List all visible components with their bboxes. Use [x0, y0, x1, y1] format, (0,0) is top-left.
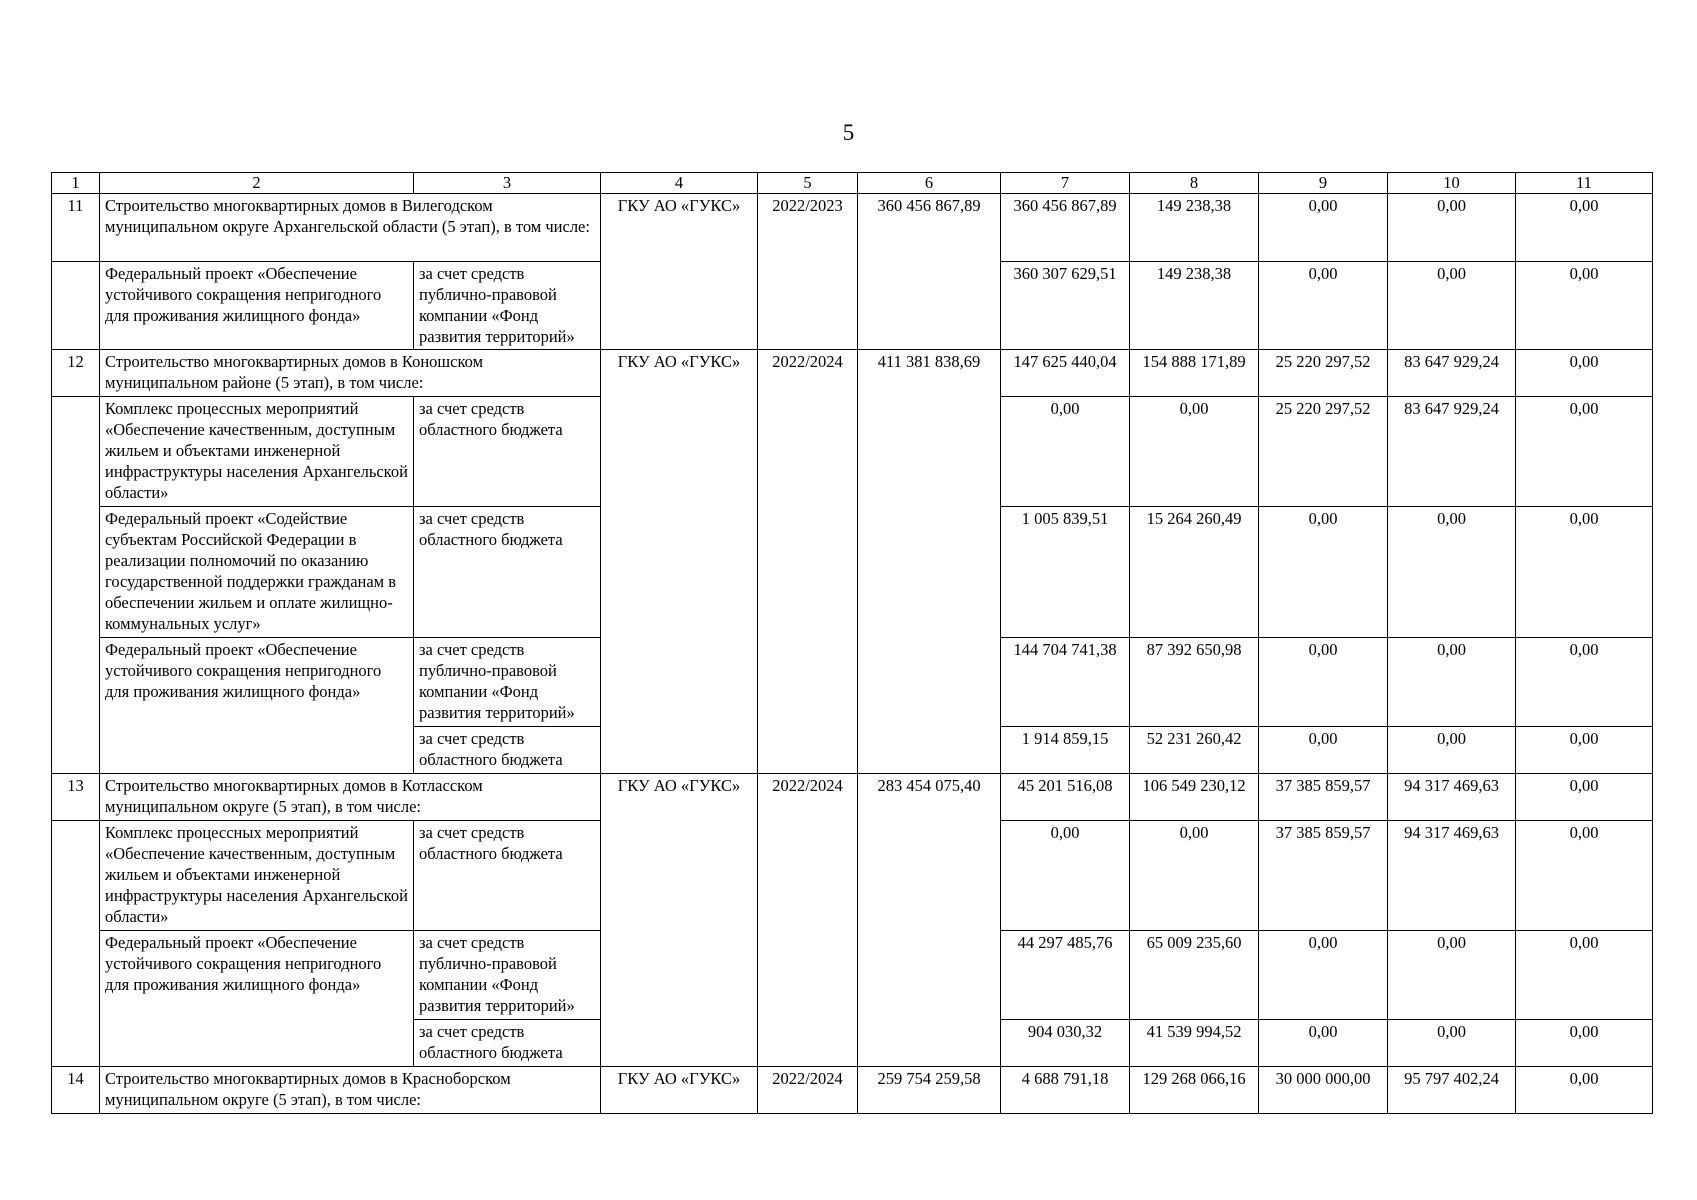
value-col7: 1 914 859,15: [1001, 727, 1130, 774]
column-header: 3: [414, 173, 601, 194]
column-header: 7: [1001, 173, 1130, 194]
total-cost: 411 381 838,69: [858, 350, 1001, 774]
value-col9: 0,00: [1259, 262, 1388, 350]
item-title: Строительство многоквартирных домов в Вилегодском муниципальном округе Архангельской области (5 этап), в том числе:: [100, 194, 601, 262]
item-row: [52, 350, 1653, 397]
project-name: Федеральный проект «Содействие субъектам Российской Федерации в реализации полномочий по оказанию государственной поддержки гражданам в обеспечении жильем и оплате жилищно-коммунальных услуг»: [100, 507, 414, 638]
value-col10: 0,00: [1388, 931, 1516, 1020]
value-col10: 94 317 469,63: [1388, 821, 1516, 931]
item-title: Строительство многоквартирных домов в Коношском муниципальном районе (5 этап), в том числе:: [100, 350, 601, 397]
item-row: [52, 774, 1653, 821]
value-col10: 94 317 469,63: [1388, 774, 1516, 821]
value-col7: 144 704 741,38: [1001, 638, 1130, 727]
value-col8: 106 549 230,12: [1130, 774, 1259, 821]
value-col10: 0,00: [1388, 262, 1516, 350]
value-col11: 0,00: [1516, 194, 1653, 262]
value-col8: 149 238,38: [1130, 194, 1259, 262]
value-col8: 52 231 260,42: [1130, 727, 1259, 774]
project-name: Комплекс процессных мероприятий «Обеспечение качественным, доступным жильем и объектами инженерной инфраструктуры населения Архангельской области»: [100, 397, 414, 507]
value-col11: 0,00: [1516, 727, 1653, 774]
value-col9: 0,00: [1259, 638, 1388, 727]
value-col10: 95 797 402,24: [1388, 1067, 1516, 1114]
value-col11: 0,00: [1516, 507, 1653, 638]
value-col11: 0,00: [1516, 397, 1653, 507]
value-col8: 65 009 235,60: [1130, 931, 1259, 1020]
value-col8: 129 268 066,16: [1130, 1067, 1259, 1114]
value-col11: 0,00: [1516, 774, 1653, 821]
value-col9: 0,00: [1259, 1020, 1388, 1067]
value-col9: 25 220 297,52: [1259, 350, 1388, 397]
value-col7: 147 625 440,04: [1001, 350, 1130, 397]
value-col9: 25 220 297,52: [1259, 397, 1388, 507]
column-header: 1: [52, 173, 100, 194]
column-header: 4: [601, 173, 758, 194]
funding-source: за счет средств областного бюджета: [414, 397, 601, 507]
value-col10: 83 647 929,24: [1388, 397, 1516, 507]
value-col8: 149 238,38: [1130, 262, 1259, 350]
column-header: 6: [858, 173, 1001, 194]
value-col11: 0,00: [1516, 931, 1653, 1020]
project-name: Федеральный проект «Обеспечение устойчивого сокращения непригодного для проживания жилищного фонда»: [100, 262, 414, 350]
page-number: 5: [842, 120, 855, 145]
executor: ГКУ АО «ГУКС»: [601, 194, 758, 350]
value-col10: 0,00: [1388, 194, 1516, 262]
value-col7: 0,00: [1001, 397, 1130, 507]
years: 2022/2023: [758, 194, 858, 350]
value-col11: 0,00: [1516, 1067, 1653, 1114]
executor: ГКУ АО «ГУКС»: [601, 774, 758, 1067]
project-name: Комплекс процессных мероприятий «Обеспечение качественным, доступным жильем и объектами инженерной инфраструктуры населения Архангельской области»: [100, 821, 414, 931]
funding-source: за счет средств областного бюджета: [414, 821, 601, 931]
years: 2022/2024: [758, 774, 858, 1067]
funding-source: за счет средств публично-правовой компании «Фонд развития территорий»: [414, 931, 601, 1020]
project-name: Федеральный проект «Обеспечение устойчивого сокращения непригодного для проживания жилищного фонда»: [100, 931, 414, 1067]
years: 2022/2024: [758, 1067, 858, 1114]
funding-source: за счет средств публично-правовой компании «Фонд развития территорий»: [414, 262, 601, 350]
column-header: 10: [1388, 173, 1516, 194]
column-header: 5: [758, 173, 858, 194]
item-number: 13: [52, 774, 100, 821]
value-col11: 0,00: [1516, 262, 1653, 350]
value-col7: 1 005 839,51: [1001, 507, 1130, 638]
value-col8: 87 392 650,98: [1130, 638, 1259, 727]
value-col8: 15 264 260,49: [1130, 507, 1259, 638]
years: 2022/2024: [758, 350, 858, 774]
total-cost: 283 454 075,40: [858, 774, 1001, 1067]
item-title: Строительство многоквартирных домов в Котласском муниципальном округе (5 этап), в том числе:: [100, 774, 601, 821]
value-col10: 83 647 929,24: [1388, 350, 1516, 397]
value-col8: 154 888 171,89: [1130, 350, 1259, 397]
column-header: 9: [1259, 173, 1388, 194]
value-col11: 0,00: [1516, 1020, 1653, 1067]
column-number-row: [52, 173, 1653, 194]
total-cost: 360 456 867,89: [858, 194, 1001, 350]
empty-number-cell: [52, 821, 100, 1067]
empty-number-cell: [52, 397, 100, 774]
item-number: 11: [52, 194, 100, 262]
value-col7: 0,00: [1001, 821, 1130, 931]
total-cost: 259 754 259,58: [858, 1067, 1001, 1114]
value-col11: 0,00: [1516, 821, 1653, 931]
value-col9: 0,00: [1259, 727, 1388, 774]
value-col10: 0,00: [1388, 1020, 1516, 1067]
value-col9: 37 385 859,57: [1259, 821, 1388, 931]
value-col8: 0,00: [1130, 821, 1259, 931]
item-number: 14: [52, 1067, 100, 1114]
value-col11: 0,00: [1516, 350, 1653, 397]
funding-source: за счет средств областного бюджета: [414, 1020, 601, 1067]
value-col8: 0,00: [1130, 397, 1259, 507]
value-col9: 0,00: [1259, 931, 1388, 1020]
value-col10: 0,00: [1388, 507, 1516, 638]
column-header: 11: [1516, 173, 1653, 194]
funding-source: за счет средств областного бюджета: [414, 507, 601, 638]
funding-source: за счет средств областного бюджета: [414, 727, 601, 774]
project-name: Федеральный проект «Обеспечение устойчивого сокращения непригодного для проживания жилищного фонда»: [100, 638, 414, 774]
value-col7: 904 030,32: [1001, 1020, 1130, 1067]
empty-number-cell: [52, 262, 100, 350]
value-col9: 30 000 000,00: [1259, 1067, 1388, 1114]
item-row: [52, 194, 1653, 262]
value-col9: 0,00: [1259, 507, 1388, 638]
executor: ГКУ АО «ГУКС»: [601, 1067, 758, 1114]
value-col11: 0,00: [1516, 638, 1653, 727]
value-col10: 0,00: [1388, 727, 1516, 774]
value-col9: 0,00: [1259, 194, 1388, 262]
value-col7: 360 456 867,89: [1001, 194, 1130, 262]
executor: ГКУ АО «ГУКС»: [601, 350, 758, 774]
item-row: [52, 1067, 1653, 1114]
value-col7: 360 307 629,51: [1001, 262, 1130, 350]
column-header: 2: [100, 173, 414, 194]
funding-source: за счет средств публично-правовой компании «Фонд развития территорий»: [414, 638, 601, 727]
item-title: Строительство многоквартирных домов в Красноборском муниципальном округе (5 этап), в том числе:: [100, 1067, 601, 1114]
value-col7: 4 688 791,18: [1001, 1067, 1130, 1114]
value-col10: 0,00: [1388, 638, 1516, 727]
value-col9: 37 385 859,57: [1259, 774, 1388, 821]
value-col8: 41 539 994,52: [1130, 1020, 1259, 1067]
financing-table: [51, 172, 1653, 1114]
column-header: 8: [1130, 173, 1259, 194]
value-col7: 44 297 485,76: [1001, 931, 1130, 1020]
item-number: 12: [52, 350, 100, 397]
value-col7: 45 201 516,08: [1001, 774, 1130, 821]
